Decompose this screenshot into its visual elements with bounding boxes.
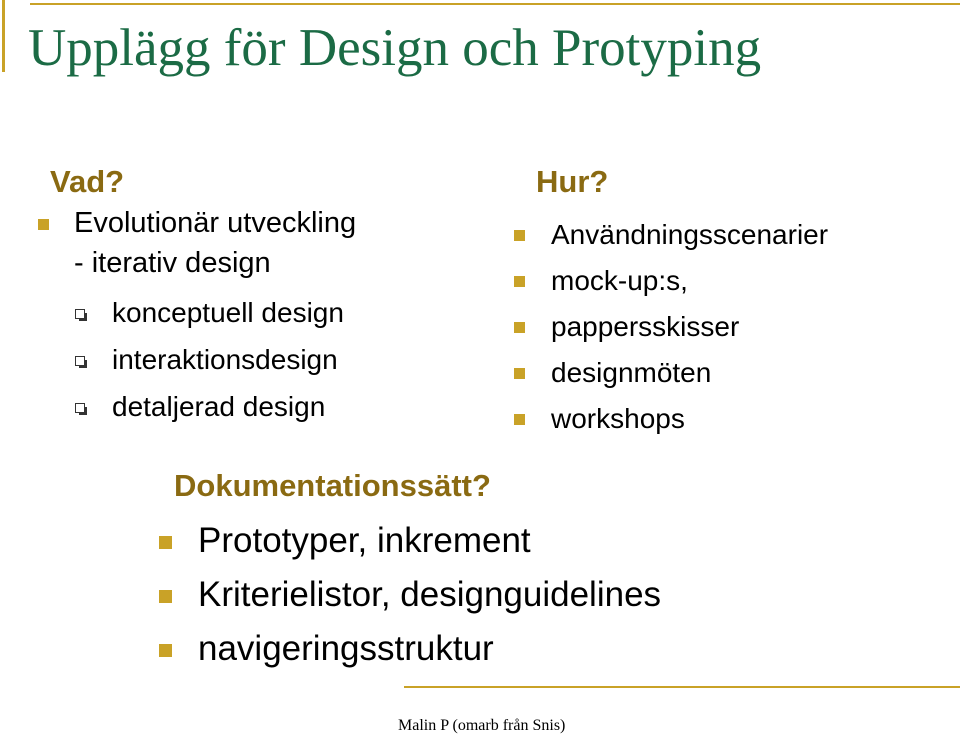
decorative-rule-top xyxy=(30,3,960,5)
vad-subitem-label: detaljerad design xyxy=(112,391,326,422)
hur-item-label: pappersskisser xyxy=(551,311,740,342)
vad-item-continued xyxy=(74,243,356,283)
dok-list xyxy=(198,514,661,676)
dok-item xyxy=(198,514,661,568)
vad-subitem-label: konceptuell design xyxy=(112,297,344,328)
checkbox-bullet-icon xyxy=(75,403,85,413)
hur-item-label: workshops xyxy=(551,403,685,434)
hur-list xyxy=(551,212,828,442)
dok-item xyxy=(198,622,661,676)
square-bullet-icon xyxy=(514,368,525,379)
dok-item-label: navigeringsstruktur xyxy=(198,629,494,668)
vad-item-line2: - iterativ design xyxy=(74,247,271,279)
hur-item xyxy=(551,350,828,396)
square-bullet-icon xyxy=(514,276,525,287)
square-bullet-icon xyxy=(159,536,172,549)
hur-item xyxy=(551,212,828,258)
square-bullet-icon xyxy=(38,219,49,230)
footer-rule xyxy=(404,686,960,688)
square-bullet-icon xyxy=(159,590,172,603)
slide-title: Upplägg för Design och Protyping xyxy=(28,19,762,77)
dok-item-label: Kriterielistor, designguidelines xyxy=(198,575,662,614)
vad-list xyxy=(74,203,356,283)
dok-item-label: Prototyper, inkrement xyxy=(198,521,531,560)
vad-item xyxy=(74,203,356,243)
vad-subitem-label: interaktionsdesign xyxy=(112,344,338,375)
dok-heading: Dokumentationssätt? xyxy=(174,468,491,503)
square-bullet-icon xyxy=(514,230,525,241)
hur-item-label: Användningsscenarier xyxy=(551,219,829,250)
checkbox-bullet-icon xyxy=(75,309,85,319)
vad-subitem xyxy=(112,383,344,430)
dok-item xyxy=(198,568,661,622)
square-bullet-icon xyxy=(514,414,525,425)
footer-credit: Malin P (omarb från Snis) xyxy=(398,717,566,734)
checkbox-bullet-icon xyxy=(75,356,85,366)
square-bullet-icon xyxy=(159,644,172,657)
hur-item-label: designmöten xyxy=(551,357,712,388)
vad-subitem xyxy=(112,289,344,336)
hur-heading: Hur? xyxy=(536,164,609,199)
vad-item-line1: Evolutionär utveckling xyxy=(74,207,357,239)
decorative-corner-vertical xyxy=(2,0,5,72)
square-bullet-icon xyxy=(514,322,525,333)
vad-sublist xyxy=(112,289,344,430)
vad-subitem xyxy=(112,336,344,383)
vad-heading: Vad? xyxy=(50,164,125,199)
hur-item xyxy=(551,304,828,350)
hur-item-label: mock-up:s, xyxy=(551,265,688,296)
hur-item xyxy=(551,258,828,304)
hur-item xyxy=(551,396,828,442)
